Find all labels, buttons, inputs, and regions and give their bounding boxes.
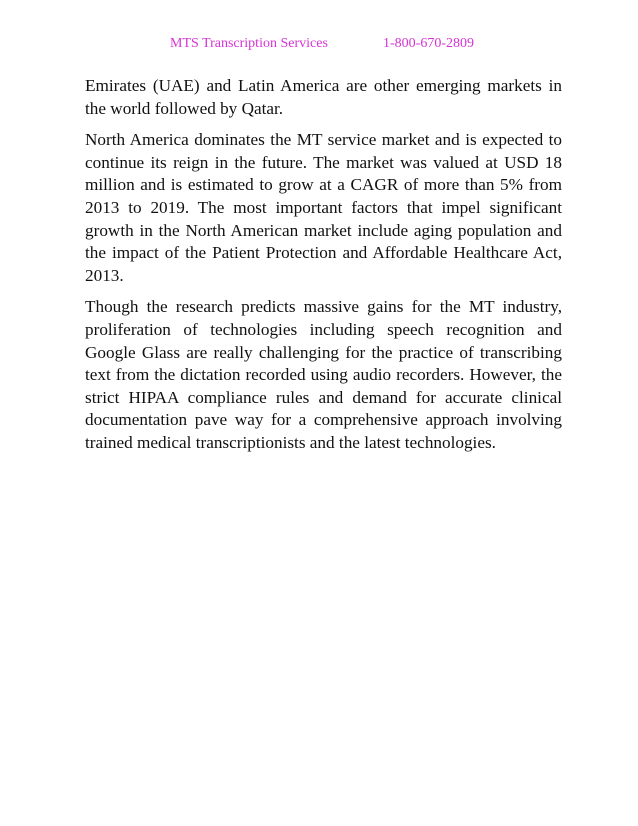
header-company-name: MTS Transcription Services <box>170 36 328 51</box>
paragraph-north-america: North America dominates the MT service market and is expected to continue its reign in the future. The market was valued at USD 18 million and is estimated to grow at a CAGR of more than 5% from 2013 to 2019. The most important factors that impel significant growth in the North American market include aging population and the impact of the Patient Protection and Affordable Healthcare Act, 2013. <box>85 130 562 285</box>
paragraph-emerging-markets: Emirates (UAE) and Latin America are other emerging markets in the world followed by Qatar. <box>85 76 562 118</box>
header-phone-number: 1-800-670-2809 <box>383 36 474 51</box>
page-header <box>0 36 638 56</box>
document-body <box>85 75 562 464</box>
paragraph-technology-challenges: Though the research predicts massive gains for the MT industry, proliferation of technologies including speech recognition and Google Glass are really challenging for the practice of transcribing text from the dictation recorded using audio recorders. However, the strict HIPAA compliance rules and demand for accurate clinical documentation pave way for a comprehensive approach involving trained medical transcriptionists and the latest technologies. <box>85 297 562 452</box>
